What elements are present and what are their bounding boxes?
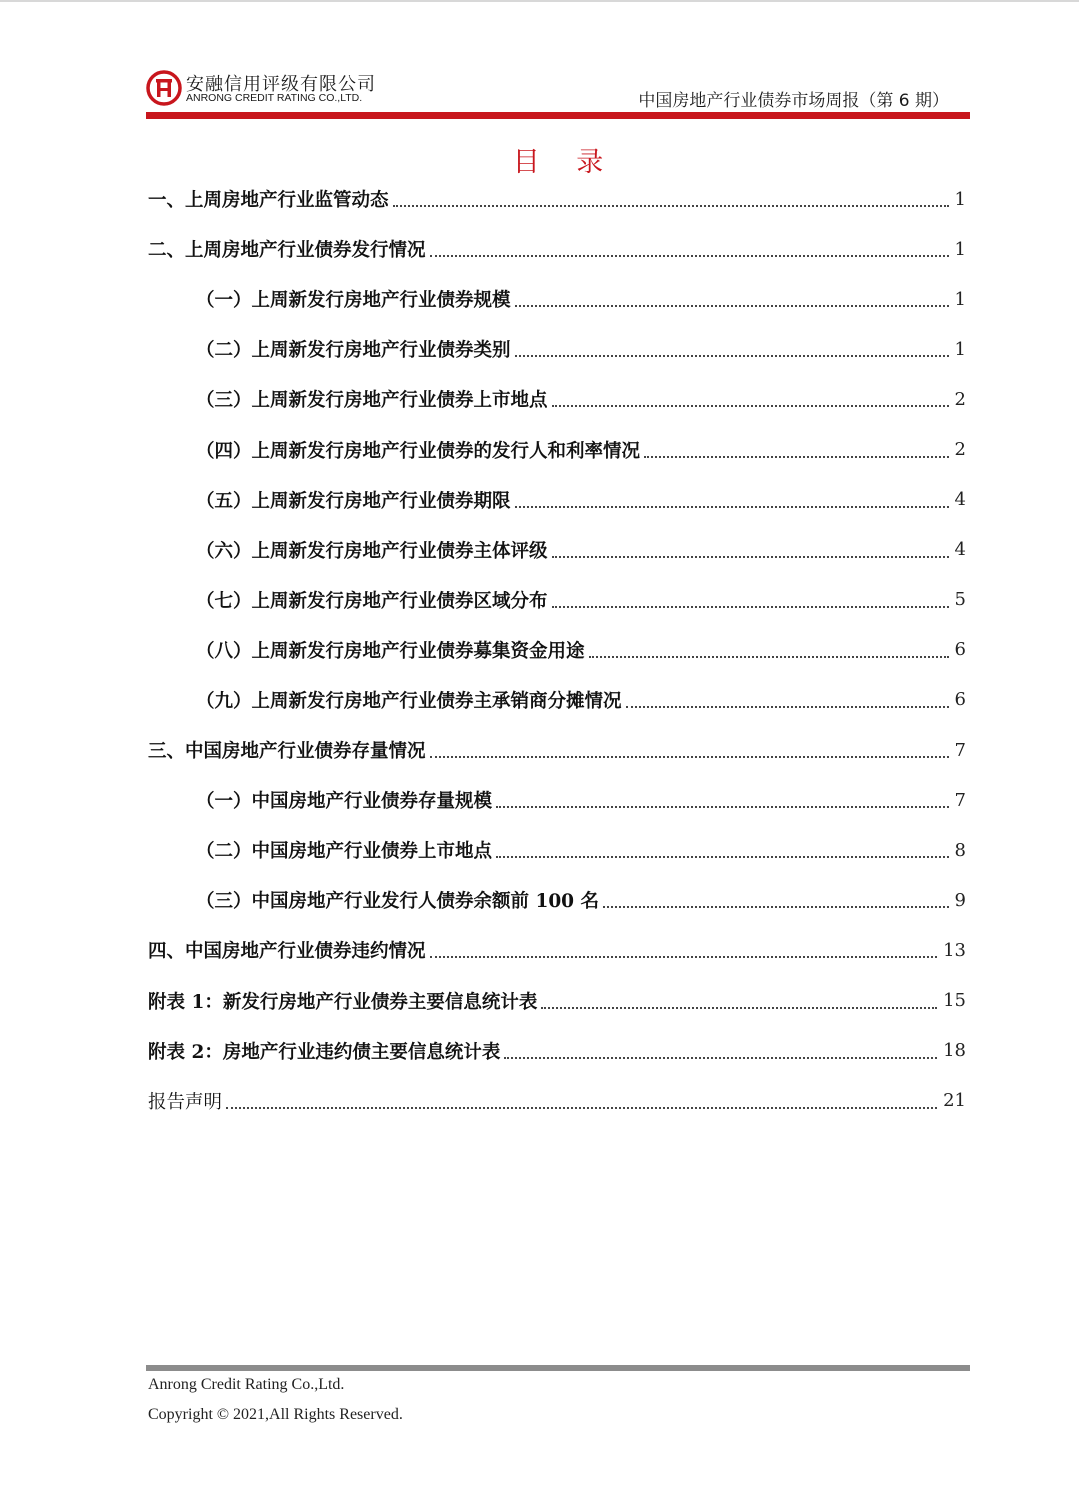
- toc-entry-label: （九）上周新发行房地产行业债券主承销商分摊情况: [196, 690, 622, 712]
- toc-entry-page: 7: [954, 789, 966, 811]
- toc-leader-dots: [644, 456, 949, 458]
- toc-entry[interactable]: [148, 775, 966, 825]
- toc-leader-dots: [541, 1007, 937, 1009]
- toc-entry[interactable]: [148, 1076, 966, 1126]
- company-name-en: ANRONG CREDIT RATING CO.,LTD.: [186, 92, 363, 104]
- toc-entry-page: 1: [954, 288, 966, 310]
- toc-entry-label: 附表 2：房地产行业违约债主要信息统计表: [148, 1041, 501, 1063]
- toc-entry-page: 1: [954, 238, 966, 260]
- footer-copyright: Copyright © 2021,All Rights Reserved.: [148, 1406, 403, 1423]
- footer-company: Anrong Credit Rating Co.,Ltd.: [148, 1376, 345, 1393]
- toc-entry-page: 18: [943, 1040, 966, 1062]
- toc-entry-label: （三）中国房地产行业发行人债券余额前 100 名: [196, 891, 600, 913]
- toc-entry-page: 4: [954, 539, 966, 561]
- toc-entry-page: 2: [954, 439, 966, 461]
- toc-entry[interactable]: [148, 174, 966, 224]
- toc-entry-page: 1: [954, 338, 966, 360]
- toc-entry-page: 1: [954, 188, 966, 210]
- toc-entry-page: 8: [954, 839, 966, 861]
- toc-leader-dots: [515, 305, 949, 307]
- toc-entry-label: 三、中国房地产行业债券存量情况: [148, 741, 426, 763]
- toc-leader-dots: [504, 1057, 937, 1059]
- toc-entry[interactable]: [148, 274, 966, 324]
- toc-leader-dots: [626, 706, 949, 708]
- toc-entry[interactable]: [148, 1026, 966, 1076]
- toc-leader-dots: [515, 506, 949, 508]
- toc-entry-label: （一）上周新发行房地产行业债券规模: [196, 290, 511, 312]
- toc-entry[interactable]: [148, 475, 966, 525]
- toc-entry-label: （五）上周新发行房地产行业债券期限: [196, 490, 511, 512]
- anrong-logo-icon: [146, 70, 182, 106]
- toc-entry-page: 2: [954, 388, 966, 410]
- toc-entry-page: 7: [954, 739, 966, 761]
- toc-title: 目 录: [512, 147, 618, 178]
- toc-leader-dots: [430, 956, 938, 958]
- toc-entry-label: （七）上周新发行房地产行业债券区域分布: [196, 590, 548, 612]
- toc-entry-page: 9: [954, 889, 966, 911]
- toc-leader-dots: [552, 606, 949, 608]
- toc-leader-dots: [496, 856, 949, 858]
- toc-leader-dots: [393, 205, 949, 207]
- toc-entry[interactable]: [148, 725, 966, 775]
- toc-entry[interactable]: [148, 875, 966, 925]
- toc-entry-label: 一、上周房地产行业监管动态: [148, 190, 389, 212]
- toc-entry-page: 6: [954, 689, 966, 711]
- toc-entry[interactable]: [148, 525, 966, 575]
- toc-entry[interactable]: [148, 374, 966, 424]
- toc-entry-label: （三）上周新发行房地产行业债券上市地点: [196, 390, 548, 412]
- toc-leader-dots: [603, 906, 949, 908]
- toc-entry[interactable]: [148, 825, 966, 875]
- toc-entry-label: （一）中国房地产行业债券存量规模: [196, 791, 493, 813]
- report-title: 中国房地产行业债券市场周报（第 6 期）: [638, 91, 949, 111]
- toc-entry-label: （四）上周新发行房地产行业债券的发行人和利率情况: [196, 440, 641, 462]
- toc-leader-dots: [430, 255, 949, 257]
- toc-entry-page: 15: [943, 990, 966, 1012]
- toc-entry-page: 13: [943, 939, 966, 961]
- toc-entry-page: 5: [954, 589, 966, 611]
- company-name-cn: 安融信用评级有限公司: [186, 74, 376, 95]
- toc-entry[interactable]: [148, 324, 966, 374]
- toc-entry-page: 6: [954, 639, 966, 661]
- page-top-rule: [0, 0, 1079, 2]
- toc-leader-dots: [226, 1107, 937, 1109]
- toc-leader-dots: [515, 355, 949, 357]
- toc-entry-label: 附表 1：新发行房地产行业债券主要信息统计表: [148, 991, 538, 1013]
- toc-entry[interactable]: [148, 625, 966, 675]
- toc-entry-label: 报告声明: [148, 1091, 223, 1113]
- toc-entry-label: （二）上周新发行房地产行业债券类别: [196, 340, 511, 362]
- toc-entry-label: 二、上周房地产行业债券发行情况: [148, 240, 426, 262]
- header-divider: [146, 112, 970, 119]
- toc-entry[interactable]: [148, 224, 966, 274]
- toc-entry-label: （二）中国房地产行业债券上市地点: [196, 841, 493, 863]
- toc-leader-dots: [552, 405, 949, 407]
- toc-leader-dots: [552, 556, 949, 558]
- footer-divider: [146, 1365, 970, 1371]
- toc-leader-dots: [430, 756, 949, 758]
- toc-entry-page: 21: [943, 1090, 966, 1112]
- toc-leader-dots: [589, 656, 949, 658]
- toc-entry-page: 4: [954, 489, 966, 511]
- toc-entry[interactable]: [148, 424, 966, 474]
- toc-entry[interactable]: [148, 976, 966, 1026]
- toc-entry[interactable]: [148, 925, 966, 975]
- toc-entry-label: （六）上周新发行房地产行业债券主体评级: [196, 540, 548, 562]
- table-of-contents: [148, 174, 966, 1126]
- toc-entry[interactable]: [148, 575, 966, 625]
- company-logo: [146, 70, 386, 108]
- toc-leader-dots: [496, 806, 949, 808]
- toc-entry-label: 四、中国房地产行业债券违约情况: [148, 941, 426, 963]
- toc-entry-label: （八）上周新发行房地产行业债券募集资金用途: [196, 640, 585, 662]
- toc-entry[interactable]: [148, 675, 966, 725]
